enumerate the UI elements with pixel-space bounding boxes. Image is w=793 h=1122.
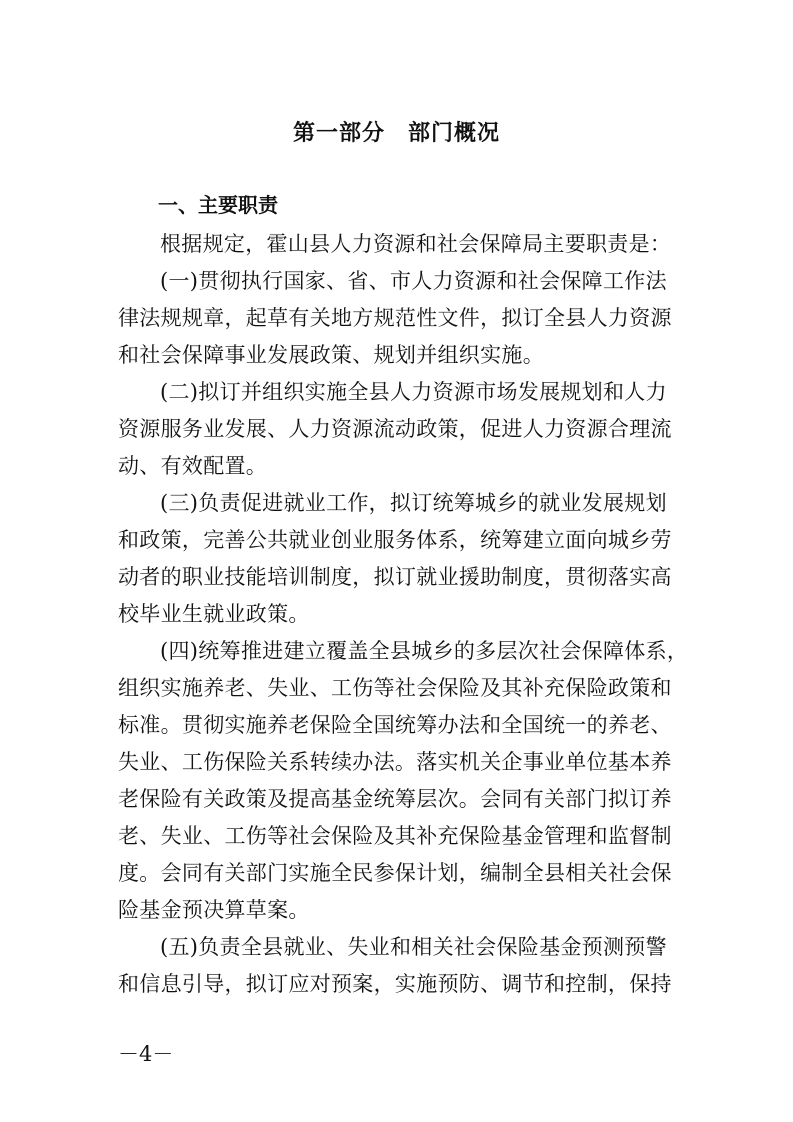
paragraph-line: 根据规定，霍山县人力资源和社会保障局主要职责是： (160, 232, 672, 256)
paragraph-line: 资源服务业发展、人力资源流动政策，促进人力资源合理流 (118, 417, 672, 441)
paragraph-line: (一)贯彻执行国家、省、市人力资源和社会保障工作法 (160, 269, 667, 293)
page-title: 第一部分 部门概况 (292, 121, 500, 146)
paragraph-line: 和社会保障事业发展政策、规划并组织实施。 (118, 343, 544, 367)
paragraph-line: (二)拟订并组织实施全县人力资源市场发展规划和人力 (160, 380, 667, 404)
paragraph-line: 动者的职业技能培训制度，拟订就业援助制度，贯彻落实高 (118, 565, 672, 589)
paragraph-line: 和信息引导，拟订应对预案，实施预防、调节和控制，保持 (118, 972, 672, 996)
paragraph-line: 校毕业生就业政策。 (118, 602, 310, 626)
paragraph-line: 标准。贯彻实施养老保险全国统筹办法和全国统一的养老、 (118, 713, 672, 737)
paragraph-line: 律法规规章，起草有关地方规范性文件，拟订全县人力资源 (118, 306, 672, 330)
paragraph-line: (三)负责促进就业工作，拟订统筹城乡的就业发展规划 (160, 491, 667, 515)
paragraph-line: 和政策，完善公共就业创业服务体系，统筹建立面向城乡劳 (118, 528, 672, 552)
paragraph-line: (四)统筹推进建立覆盖全县城乡的多层次社会保障体系， (160, 639, 689, 663)
paragraph-line: (五)负责全县就业、失业和相关社会保险基金预测预警 (160, 935, 667, 959)
paragraph-line: 动、有效配置。 (118, 454, 268, 478)
paragraph-line: 老、失业、工伤等社会保险及其补充保险基金管理和监督制 (118, 824, 672, 848)
paragraph-line: 险基金预决算草案。 (118, 898, 310, 922)
page-number: －4－ (118, 1042, 174, 1066)
section-heading: 一、主要职责 (158, 193, 278, 217)
paragraph-line: 度。会同有关部门实施全民参保计划，编制全县相关社会保 (118, 861, 672, 885)
paragraph-line: 失业、工伤保险关系转续办法。落实机关企事业单位基本养 (118, 750, 672, 774)
paragraph-line: 组织实施养老、失业、工伤等社会保险及其补充保险政策和 (118, 676, 672, 700)
paragraph-line: 老保险有关政策及提高基金统筹层次。会同有关部门拟订养 (118, 787, 672, 811)
